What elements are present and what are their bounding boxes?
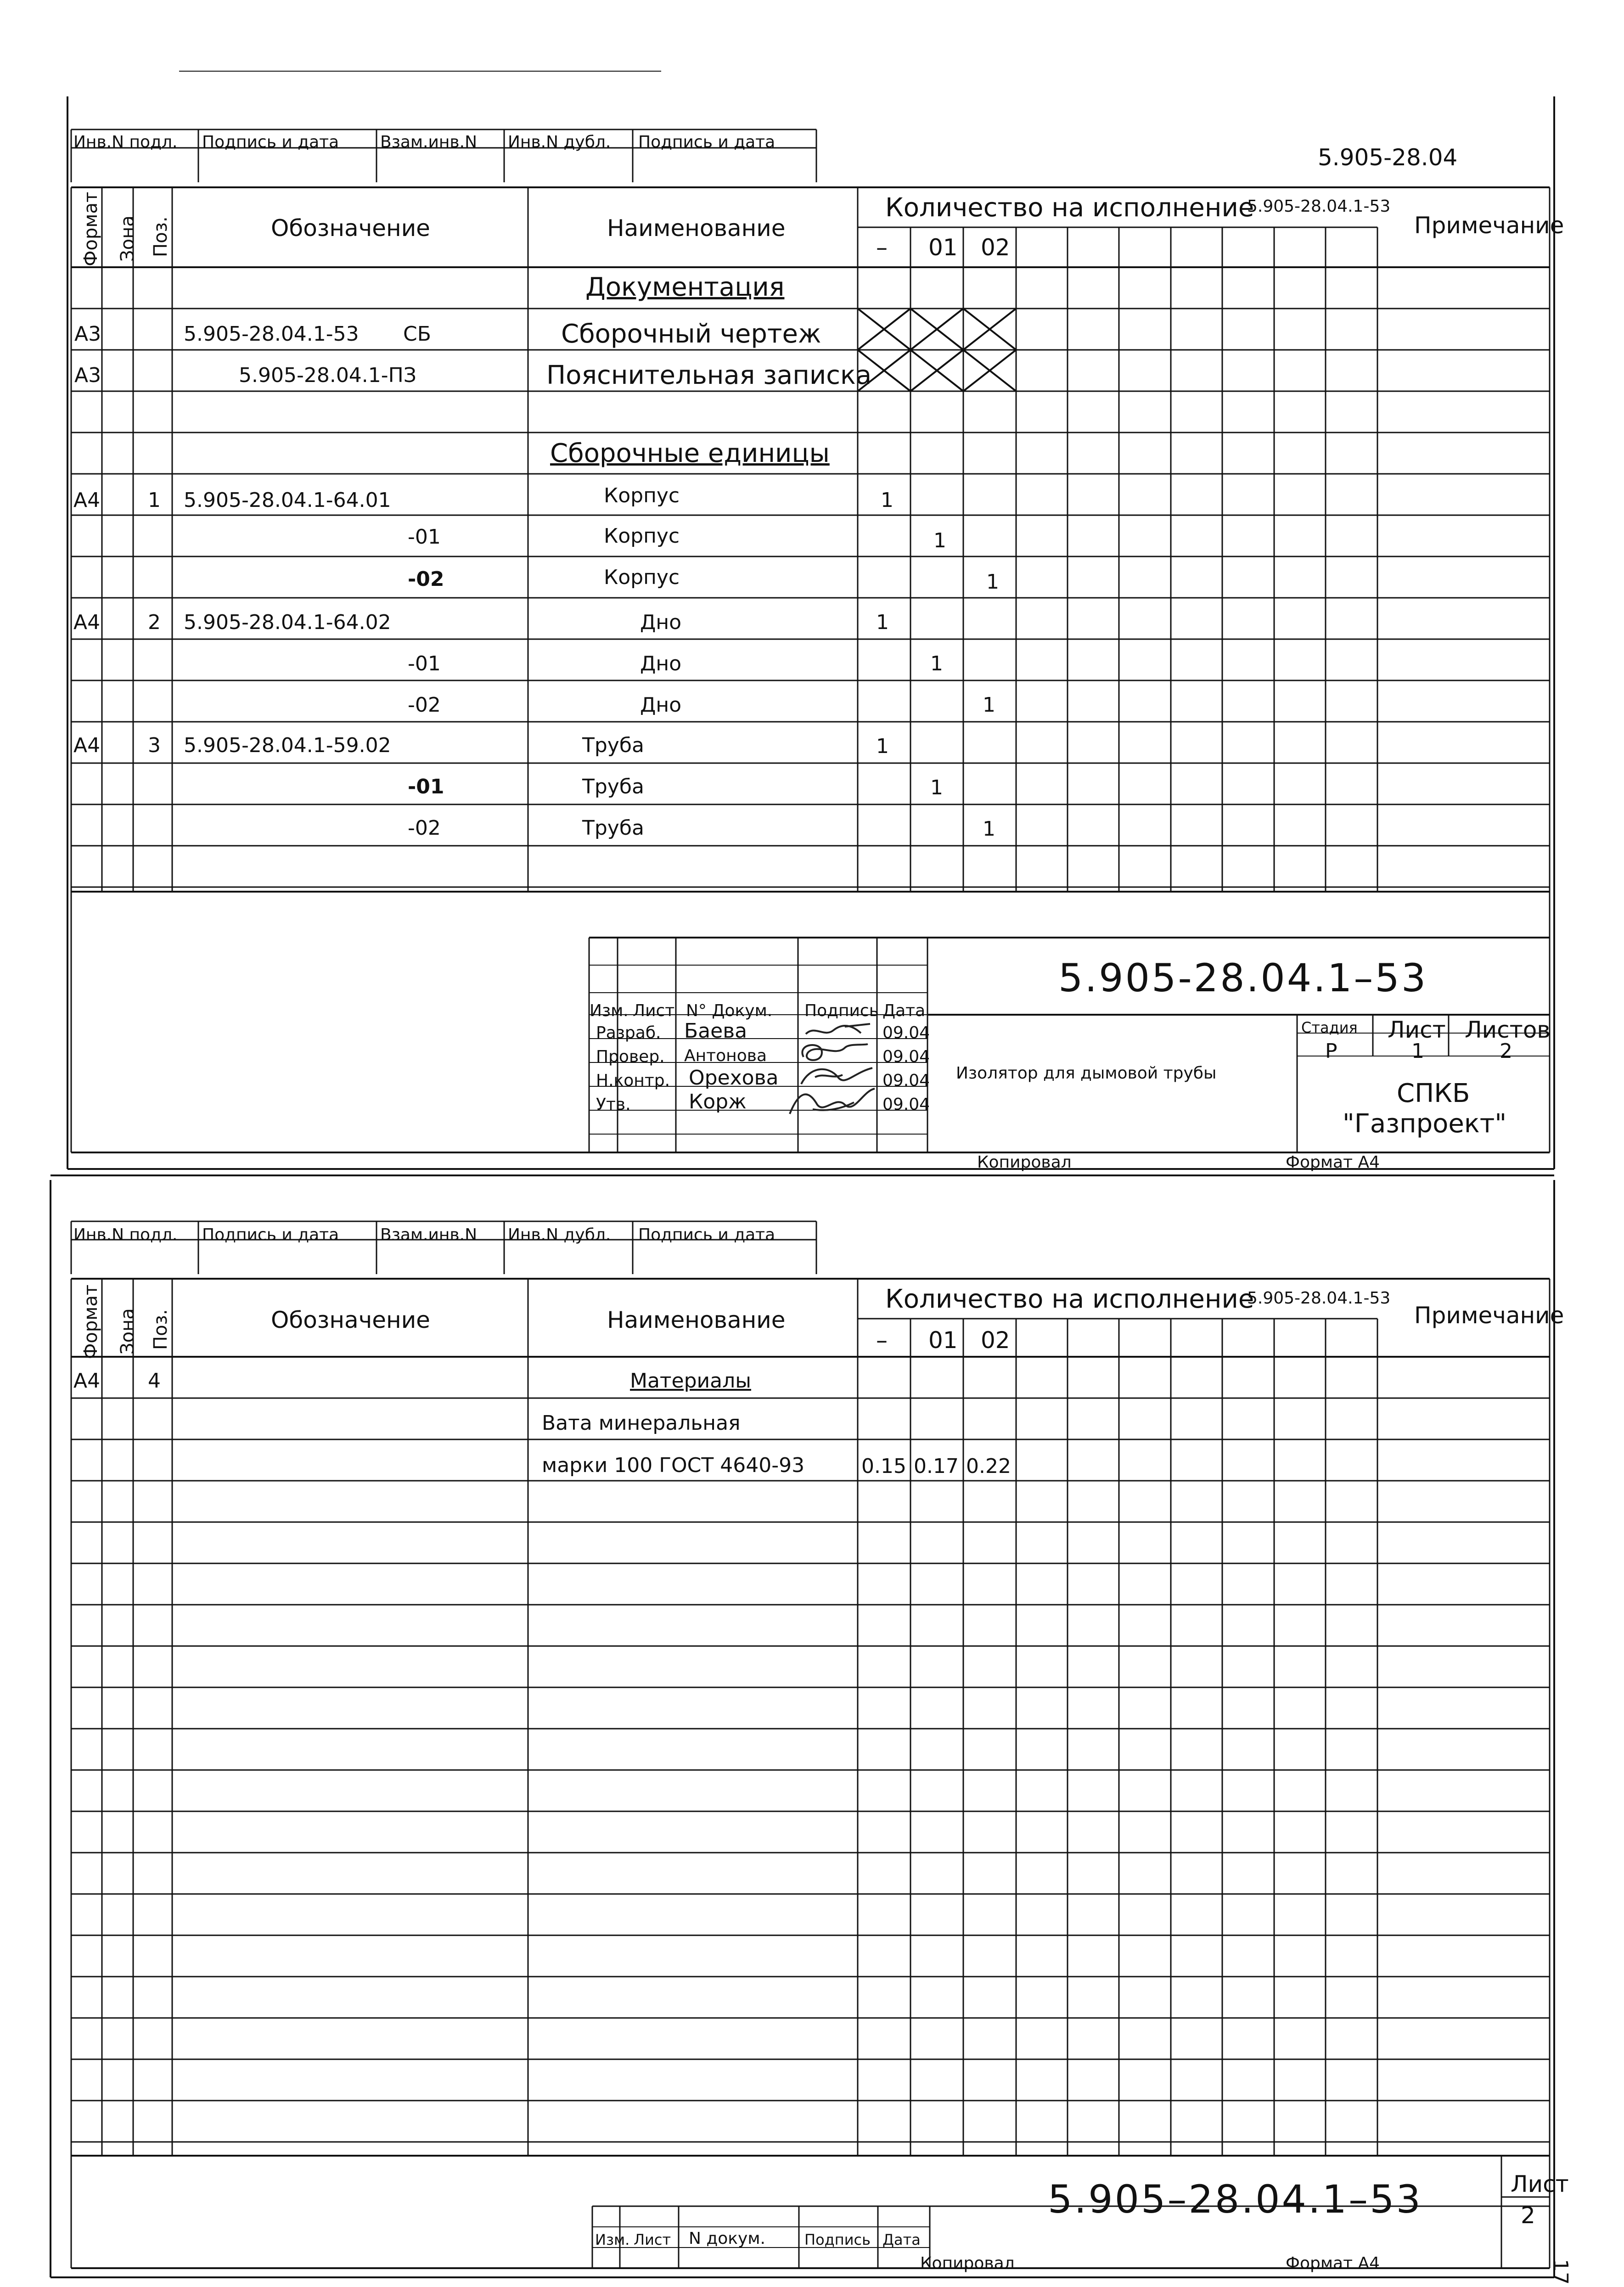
stage-label: Стадия bbox=[1301, 1019, 1358, 1036]
row-pos: 1 bbox=[148, 489, 161, 512]
tb-role-norm-control: Н.контр. bbox=[596, 1071, 670, 1090]
col-header-name: Наименование bbox=[607, 215, 786, 242]
row-name: Дно bbox=[640, 693, 682, 717]
col-header-qty-code: 5.905-28.04.1-53 bbox=[1247, 1289, 1391, 1308]
product-name: Изолятор для дымовой трубы bbox=[956, 1064, 1217, 1083]
tb-col-sheet: Лист bbox=[633, 1001, 675, 1020]
tb-date-checker: 09.04 bbox=[882, 1047, 930, 1066]
tb-col-signature: Подпись bbox=[804, 2231, 871, 2248]
stamp-inv-original: Инв.N подл. bbox=[73, 1225, 178, 1244]
row-qty-01: 1 bbox=[930, 776, 943, 799]
row-qty-base: 1 bbox=[876, 611, 889, 634]
row-qty-01: 0.17 bbox=[914, 1455, 959, 1478]
col-header-pos: Поз. bbox=[150, 216, 171, 257]
tb-date-norm-control: 09.04 bbox=[882, 1071, 930, 1090]
footer-format: Формат А4 bbox=[1286, 1153, 1380, 1172]
section-heading-documentation: Документация bbox=[585, 272, 785, 302]
tb-col-sheet: Лист bbox=[634, 2231, 671, 2248]
tb-name-checker: Антонова bbox=[684, 1046, 767, 1065]
row-pos: 3 bbox=[148, 734, 161, 757]
title-block-code: 5.905–28.04.1–53 bbox=[1048, 2177, 1422, 2222]
row-name: Дно bbox=[640, 611, 682, 634]
row-qty-base: 1 bbox=[881, 489, 893, 512]
row-name: Дно bbox=[640, 652, 682, 675]
row-qty-base: 1 bbox=[876, 735, 889, 758]
col-header-designation: Обозначение bbox=[271, 215, 430, 242]
stamp-signature-date-2: Подпись и дата bbox=[638, 133, 775, 152]
col-header-note: Примечание bbox=[1414, 1302, 1564, 1329]
row-variant: -02 bbox=[408, 693, 441, 717]
col-header-qty-code: 5.905-28.04.1-53 bbox=[1247, 197, 1391, 216]
col-header-zone: Зона bbox=[117, 1308, 138, 1354]
row-format: А4 bbox=[73, 734, 101, 757]
col-header-zone: Зона bbox=[117, 215, 138, 262]
col-header-qty-base: – bbox=[876, 234, 888, 261]
tb-col-date: Дата bbox=[882, 2231, 921, 2248]
signature-checker bbox=[794, 1039, 872, 1066]
crossed-cell bbox=[858, 350, 1016, 391]
col-header-format: Формат bbox=[80, 1284, 101, 1359]
row-designation-suffix: СБ bbox=[403, 322, 431, 346]
footer-copied: Копировал bbox=[920, 2254, 1015, 2273]
tb-col-doc-number: N докум. bbox=[689, 2229, 765, 2248]
tb-col-signature: Подпись bbox=[804, 1001, 879, 1020]
tb-role-developer: Разраб. bbox=[596, 1023, 661, 1042]
row-variant: -01 bbox=[408, 652, 441, 675]
stamp-signature-date: Подпись и дата bbox=[202, 1225, 339, 1244]
tb-role-approver: Утв. bbox=[596, 1095, 631, 1114]
sheets-label: Листов bbox=[1465, 1017, 1551, 1043]
col-header-qty-base: – bbox=[876, 1327, 888, 1354]
row-name: марки 100 ГОСТ 4640-93 bbox=[542, 1454, 805, 1477]
col-header-note: Примечание bbox=[1414, 212, 1564, 239]
row-variant: -01 bbox=[408, 775, 444, 798]
stamp-inv-original: Инв.N подл. bbox=[73, 133, 178, 152]
row-name: Корпус bbox=[604, 566, 680, 589]
section-heading-assemblies: Сборочные единицы bbox=[550, 438, 830, 468]
row-name: Труба bbox=[582, 734, 644, 757]
col-header-qty-01: 01 bbox=[928, 1327, 958, 1354]
tb-col-change: Изм. bbox=[595, 2231, 630, 2248]
col-header-qty-02: 02 bbox=[981, 234, 1010, 261]
stamp-duplicate-inv: Инв.N дубл. bbox=[508, 1225, 611, 1244]
row-format: А4 bbox=[73, 1369, 101, 1393]
row-qty-01: 1 bbox=[933, 529, 946, 552]
crossed-cell bbox=[858, 309, 1016, 350]
col-header-qty-02: 02 bbox=[981, 1327, 1010, 1354]
row-variant: -02 bbox=[408, 816, 441, 840]
tb-date-developer: 09.04 bbox=[882, 1023, 930, 1042]
row-name: Корпус bbox=[604, 524, 680, 548]
tb-role-checker: Провер. bbox=[596, 1047, 665, 1066]
stamp-replacement-inv: Взам.инв.N bbox=[380, 133, 478, 152]
row-designation: 5.905-28.04.1-ПЗ bbox=[239, 364, 416, 387]
row-designation: 5.905-28.04.1-64.02 bbox=[184, 611, 391, 634]
tb-col-change: Изм. bbox=[590, 1001, 629, 1020]
row-qty-02: 1 bbox=[986, 570, 999, 594]
row-name: Корпус bbox=[604, 484, 680, 507]
top-doc-code: 5.905-28.04 bbox=[1318, 144, 1458, 171]
col-header-qty-01: 01 bbox=[928, 234, 958, 261]
row-variant: -02 bbox=[408, 568, 444, 591]
col-header-name: Наименование bbox=[607, 1307, 786, 1333]
row-variant: -01 bbox=[408, 525, 441, 549]
title-block-code: 5.905-28.04.1–53 bbox=[1058, 955, 1428, 1000]
row-pos: 2 bbox=[148, 611, 161, 634]
sheet-value: 1 bbox=[1411, 1040, 1424, 1063]
row-name: Сборочный чертеж bbox=[561, 319, 821, 349]
sheet-label: Лист bbox=[1511, 2171, 1569, 2197]
col-header-qty-title: Количество на исполнение bbox=[885, 193, 1254, 223]
sheets-value: 2 bbox=[1500, 1040, 1512, 1063]
row-qty-02: 0.22 bbox=[966, 1455, 1011, 1478]
tb-name-norm-control: Орехова bbox=[689, 1066, 779, 1090]
row-format: А4 bbox=[73, 611, 101, 634]
row-name: Труба bbox=[582, 816, 644, 840]
col-header-qty-title: Количество на исполнение bbox=[885, 1284, 1254, 1314]
row-format: А4 bbox=[73, 489, 101, 512]
row-qty-02: 1 bbox=[983, 817, 995, 841]
stage-value: Р bbox=[1325, 1040, 1337, 1063]
footer-format: Формат А4 bbox=[1286, 2254, 1380, 2273]
col-header-designation: Обозначение bbox=[271, 1307, 430, 1333]
row-designation: 5.905-28.04.1-59.02 bbox=[184, 734, 391, 757]
row-qty-02: 1 bbox=[983, 693, 995, 717]
tb-name-approver: Корж bbox=[689, 1090, 747, 1113]
row-name: Пояснительная записка bbox=[546, 360, 872, 390]
row-qty-base: 0.15 bbox=[861, 1455, 906, 1478]
side-sheet-number: 17 bbox=[1549, 2259, 1572, 2285]
row-designation: 5.905-28.04.1-64.01 bbox=[184, 489, 391, 512]
tb-date-approver: 09.04 bbox=[882, 1095, 930, 1114]
row-qty-01: 1 bbox=[930, 652, 943, 675]
organization-line-2: "Газпроект" bbox=[1343, 1109, 1507, 1139]
row-pos: 4 bbox=[148, 1369, 161, 1393]
row-format: А3 bbox=[74, 322, 101, 346]
section-heading-materials: Материалы bbox=[630, 1369, 751, 1393]
row-designation: 5.905-28.04.1-53 bbox=[184, 322, 359, 346]
tb-col-date: Дата bbox=[882, 1001, 926, 1020]
tb-col-doc-number: N° Докум. bbox=[686, 1001, 773, 1020]
stamp-signature-date-2: Подпись и дата bbox=[638, 1225, 775, 1244]
row-format: А3 bbox=[74, 364, 101, 387]
organization-line-1: СПКБ bbox=[1397, 1079, 1470, 1108]
row-name: Вата минеральная bbox=[542, 1411, 741, 1435]
stamp-duplicate-inv: Инв.N дубл. bbox=[508, 133, 611, 152]
signature-approver bbox=[785, 1086, 877, 1118]
col-header-format: Формат bbox=[80, 191, 101, 266]
sheet-value: 2 bbox=[1521, 2202, 1535, 2229]
sheet-label: Лист bbox=[1388, 1017, 1446, 1043]
stamp-signature-date: Подпись и дата bbox=[202, 133, 339, 152]
row-name: Труба bbox=[582, 775, 644, 798]
col-header-pos: Поз. bbox=[150, 1309, 171, 1350]
stamp-replacement-inv: Взам.инв.N bbox=[380, 1225, 478, 1244]
tb-name-developer: Баева bbox=[684, 1019, 747, 1043]
footer-copied: Копировал bbox=[977, 1153, 1072, 1172]
